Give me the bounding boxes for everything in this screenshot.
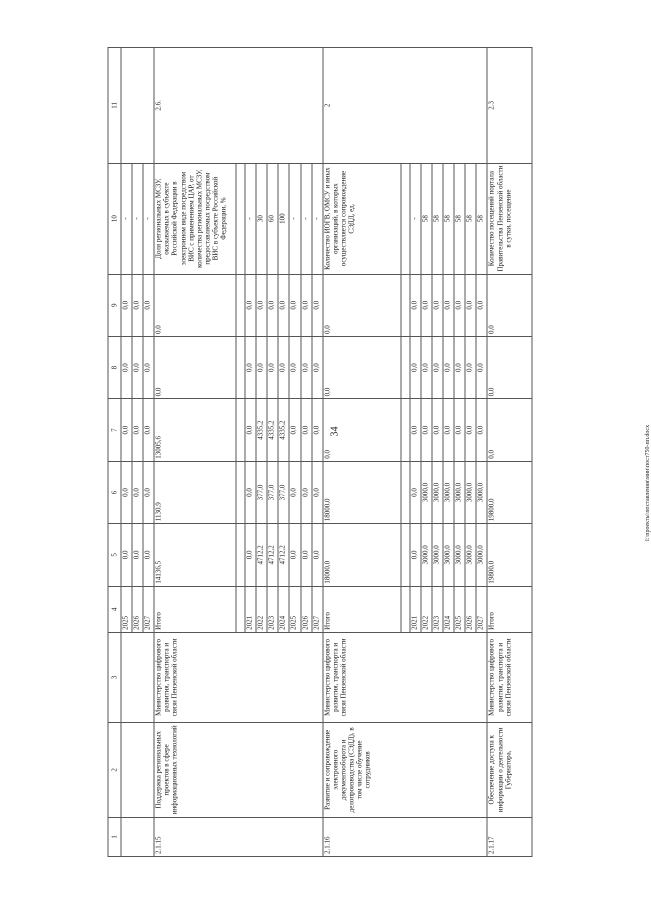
value-cell: 0,0 [121, 274, 132, 336]
col-7: 7 [108, 399, 121, 461]
value-cell: 0,0 [312, 461, 323, 523]
indicator-ref: 2.6. [154, 48, 322, 164]
empty-cell [401, 524, 410, 586]
value-cell: 0,0 [143, 336, 154, 398]
indicator-value: 58 [454, 163, 465, 274]
total-label: Итого [487, 586, 532, 632]
empty-cell [121, 48, 154, 164]
value-cell: 4335,2 [267, 399, 278, 461]
total-label: Итого [323, 586, 401, 632]
total-value: 0,0 [487, 274, 532, 336]
col-4: 4 [108, 586, 121, 632]
total-value: 14136,5 [154, 524, 236, 586]
indicator-name: Количество ИОГВ, ОМСУ и иных организаций, в которых осуществляется сопровождение СЭДД, ед. [323, 163, 401, 274]
value-cell: 0,0 [421, 399, 432, 461]
indicator-value: 58 [421, 163, 432, 274]
empty-cell [236, 586, 245, 632]
value-cell: 0,0 [476, 336, 487, 398]
indicator-value: 58 [465, 163, 476, 274]
value-cell: 0,0 [143, 399, 154, 461]
value-cell: 0,0 [454, 274, 465, 336]
item-number: 2.1.16 [323, 817, 488, 856]
empty-cell [236, 274, 245, 336]
col-8: 8 [108, 336, 121, 398]
value-cell: 0,0 [443, 274, 454, 336]
value-cell: 377,0 [267, 461, 278, 523]
value-cell: 0,0 [301, 399, 312, 461]
value-cell: 0,0 [454, 336, 465, 398]
value-cell: 0,0 [245, 274, 256, 336]
empty-cell [401, 461, 410, 523]
year-cell: 2025 [289, 586, 300, 632]
value-cell: 0,0 [443, 399, 454, 461]
empty-cell [401, 274, 410, 336]
total-value: 0,0 [487, 336, 532, 398]
value-cell: 377,0 [278, 461, 289, 523]
value-cell: 3000,0 [432, 524, 443, 586]
value-cell: 0,0 [121, 336, 132, 398]
year-cell: 2027 [143, 586, 154, 632]
section-row [323, 48, 401, 857]
total-value: 13005,6 [154, 399, 236, 461]
executor: Министерство цифрового развития, транспорта и связи Пензенской области [487, 632, 532, 722]
value-cell: 0,0 [245, 524, 256, 586]
value-cell: 0,0 [410, 274, 421, 336]
value-cell: 0,0 [278, 336, 289, 398]
table-row [121, 48, 132, 857]
value-cell: 0,0 [301, 461, 312, 523]
total-value: 18000,0 [323, 524, 401, 586]
col-1: 1 [108, 817, 121, 856]
value-cell: 3000,0 [454, 524, 465, 586]
year-cell: 2026 [465, 586, 476, 632]
empty-cell [401, 163, 410, 274]
program-table [108, 47, 533, 857]
year-cell: 2023 [267, 586, 278, 632]
value-cell: 3000,0 [465, 461, 476, 523]
indicator-value: 30 [256, 163, 267, 274]
year-cell: 2026 [301, 586, 312, 632]
value-cell: 0,0 [301, 274, 312, 336]
year-cell: 2024 [443, 586, 454, 632]
value-cell: 0,0 [421, 336, 432, 398]
total-value: 19800,0 [487, 524, 532, 586]
value-cell: 3000,0 [421, 524, 432, 586]
col-9: 9 [108, 274, 121, 336]
value-cell: 0,0 [410, 399, 421, 461]
executor: Министерство цифрового развития, транспорта и связи Пензенской области [323, 632, 488, 722]
item-name: Развитие и сопровождение электронного документооборота и делопроизводства (СЭДД), в том числе обучение сотрудников [323, 722, 488, 817]
value-cell: 0,0 [245, 336, 256, 398]
value-cell: 0,0 [476, 274, 487, 336]
empty-cell [236, 336, 245, 398]
value-cell: 0,0 [432, 336, 443, 398]
value-cell: 0,0 [432, 274, 443, 336]
column-header-row [108, 48, 121, 857]
value-cell: 3000,0 [454, 461, 465, 523]
rotated-page [108, 47, 533, 857]
year-cell: 2023 [432, 586, 443, 632]
value-cell: 4335,2 [256, 399, 267, 461]
item-number: 2.1.15 [154, 817, 322, 856]
value-cell: 0,0 [121, 461, 132, 523]
value-cell: 0,0 [410, 336, 421, 398]
year-cell: 2025 [121, 586, 132, 632]
value-cell: 4335,2 [278, 399, 289, 461]
value-cell: 0,0 [121, 524, 132, 586]
total-label: Итого [154, 586, 236, 632]
total-value: 0,0 [323, 336, 401, 398]
file-path-footer: I:\проекты\поставления\мин\пост750-пп.docx [645, 424, 651, 542]
value-cell: 0,0 [454, 399, 465, 461]
item-name: Поддержка региональных проектов в сфере информационных технологий [154, 722, 322, 817]
indicator-value: - [132, 163, 143, 274]
empty-cell [236, 399, 245, 461]
total-value: 18000,0 [323, 461, 401, 523]
value-cell: 3000,0 [465, 524, 476, 586]
empty-cell [236, 524, 245, 586]
value-cell: 0,0 [465, 274, 476, 336]
value-cell: 0,0 [278, 274, 289, 336]
indicator-value: 60 [267, 163, 278, 274]
indicator-ref: 2.3 [487, 48, 532, 164]
value-cell: 0,0 [267, 336, 278, 398]
indicator-name: Количество посещений портала Правительства Пензенской области в сутки, посещение [487, 163, 532, 274]
total-value: 0,0 [487, 399, 532, 461]
value-cell: 3000,0 [443, 461, 454, 523]
value-cell: 0,0 [312, 399, 323, 461]
empty-cell [236, 163, 245, 274]
value-cell: 3000,0 [476, 461, 487, 523]
indicator-value: 58 [432, 163, 443, 274]
value-cell: 0,0 [289, 399, 300, 461]
value-cell: 0,0 [245, 399, 256, 461]
empty-cell [121, 722, 154, 817]
item-number: 2.1.17 [487, 817, 532, 856]
total-value: 0,0 [154, 336, 236, 398]
total-value: 19800,0 [487, 461, 532, 523]
empty-cell [236, 461, 245, 523]
col-2: 2 [108, 722, 121, 817]
value-cell: 0,0 [143, 461, 154, 523]
value-cell: 0,0 [132, 524, 143, 586]
value-cell: 377,0 [256, 461, 267, 523]
value-cell: 4712,2 [267, 524, 278, 586]
value-cell: 3000,0 [476, 524, 487, 586]
value-cell: 0,0 [121, 399, 132, 461]
value-cell: 4712,2 [256, 524, 267, 586]
value-cell: 0,0 [245, 461, 256, 523]
value-cell: 0,0 [267, 274, 278, 336]
year-cell: 2024 [278, 586, 289, 632]
value-cell: 0,0 [289, 524, 300, 586]
empty-cell [401, 586, 410, 632]
section-row [154, 48, 236, 857]
year-cell: 2022 [421, 586, 432, 632]
indicator-value: - [121, 163, 132, 274]
year-cell: 2022 [256, 586, 267, 632]
section-row [487, 48, 532, 857]
empty-cell [401, 399, 410, 461]
value-cell: 0,0 [410, 524, 421, 586]
indicator-value: - [301, 163, 312, 274]
value-cell: 0,0 [312, 274, 323, 336]
indicator-name: Доля региональных МСЗУ, оказываемых в субъекте Российской Федерации в электронном виде посредством ВИС с применением ЦАР, от количества региональных МСЗУ, предоставляемых посредством ВИС в субъекте Российской Федерации, % [154, 163, 236, 274]
value-cell: 0,0 [132, 274, 143, 336]
year-cell: 2027 [312, 586, 323, 632]
total-value: 0,0 [323, 399, 401, 461]
value-cell: 0,0 [256, 274, 267, 336]
year-cell: 2021 [410, 586, 421, 632]
value-cell: 0,0 [465, 336, 476, 398]
col-5: 5 [108, 524, 121, 586]
value-cell: 0,0 [312, 524, 323, 586]
value-cell: 0,0 [289, 336, 300, 398]
indicator-ref: 2 [323, 48, 488, 164]
value-cell: 0,0 [432, 399, 443, 461]
value-cell: 0,0 [132, 336, 143, 398]
value-cell: 0,0 [132, 399, 143, 461]
col-3: 3 [108, 632, 121, 722]
value-cell: 0,0 [143, 274, 154, 336]
value-cell: 0,0 [132, 461, 143, 523]
value-cell: 0,0 [301, 336, 312, 398]
indicator-value: 58 [476, 163, 487, 274]
empty-cell [401, 336, 410, 398]
indicator-value: - [312, 163, 323, 274]
value-cell: 0,0 [301, 524, 312, 586]
year-cell: 2021 [245, 586, 256, 632]
total-value: 1130,9 [154, 461, 236, 523]
total-value: 0,0 [323, 274, 401, 336]
indicator-value: - [410, 163, 421, 274]
indicator-value: 100 [278, 163, 289, 274]
value-cell: 0,0 [143, 524, 154, 586]
value-cell: 4712,2 [278, 524, 289, 586]
col-10: 10 [108, 163, 121, 274]
value-cell: 0,0 [289, 461, 300, 523]
indicator-value: - [143, 163, 154, 274]
empty-cell [121, 817, 154, 856]
value-cell: 3000,0 [443, 524, 454, 586]
indicator-value: 58 [443, 163, 454, 274]
value-cell: 0,0 [443, 336, 454, 398]
value-cell: 0,0 [465, 399, 476, 461]
year-cell: 2027 [476, 586, 487, 632]
col-6: 6 [108, 461, 121, 523]
item-name: Обеспечение доступа к информации о деятельности Губернатора, [487, 722, 532, 817]
indicator-value: - [289, 163, 300, 274]
year-cell: 2026 [132, 586, 143, 632]
executor: Министерство цифрового развития, транспорта и связи Пензенской области [154, 632, 322, 722]
value-cell: 3000,0 [421, 461, 432, 523]
value-cell: 3000,0 [432, 461, 443, 523]
value-cell: 0,0 [421, 274, 432, 336]
indicator-value: - [245, 163, 256, 274]
value-cell: 0,0 [256, 336, 267, 398]
total-value: 0,0 [154, 274, 236, 336]
value-cell: 0,0 [312, 336, 323, 398]
empty-cell [121, 632, 154, 722]
value-cell: 0,0 [476, 399, 487, 461]
value-cell: 0,0 [289, 274, 300, 336]
year-cell: 2025 [454, 586, 465, 632]
col-11: 11 [108, 48, 121, 164]
value-cell: 0,0 [410, 461, 421, 523]
page-number: 34 [329, 426, 341, 437]
